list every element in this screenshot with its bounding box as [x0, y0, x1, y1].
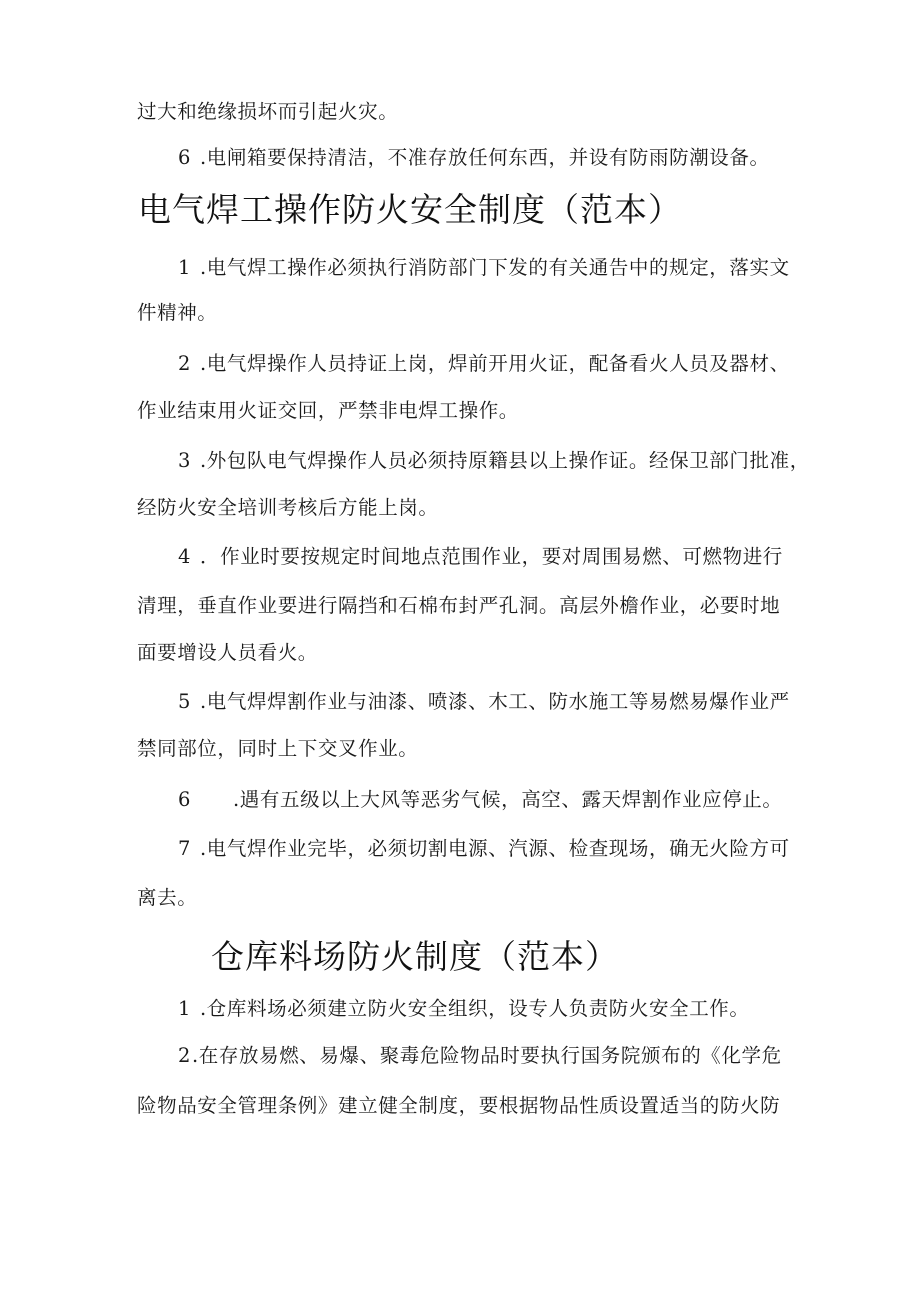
paragraph-line: 禁同部位，同时上下交叉作业。: [137, 737, 419, 760]
item-text: .电气焊工操作必须执行消防部门下发的有关通告中的规定，落实文: [200, 256, 790, 279]
item-number: 3: [178, 449, 192, 472]
item-text: .仓库料场必须建立防火安全组织，设专人负责防火安全工作。: [200, 997, 750, 1020]
item-text: .在存放易燃、易爆、聚毒危险物品时要执行国务院颁布的《化学危: [192, 1044, 782, 1067]
paragraph-line: 离去。: [137, 886, 198, 909]
section-title: 电气焊工操作防火安全制度（范本）: [138, 190, 682, 229]
paragraph-line: 险物品安全管理条例》建立健全制度，要根据物品性质设置适当的防火防: [137, 1094, 781, 1117]
paragraph-line: 面要增设人员看火。: [137, 641, 318, 664]
list-item: [178, 544, 783, 570]
item-text: .外包队电气焊操作人员必须持原籍县以上操作证。经保卫部门批准，: [200, 449, 810, 472]
list-item: [178, 689, 790, 715]
list-item: [178, 448, 810, 474]
item-number: 6: [178, 788, 192, 811]
item-text: .遇有五级以上大风等恶劣气候，高空、露天焊割作业应停止。: [233, 788, 783, 811]
item-number: 1: [178, 256, 192, 279]
item-number: 2: [178, 352, 192, 375]
item-number: 1: [178, 997, 192, 1020]
list-item: [178, 996, 750, 1022]
item-text: .电气焊操作人员持证上岗，焊前开用火证，配备看火人员及器材、: [200, 352, 790, 375]
item-text: .电气焊焊割作业与油漆、喷漆、木工、防水施工等易燃易爆作业严: [200, 690, 790, 713]
item-number: 4: [178, 545, 192, 568]
section-title: 仓库料场防火制度（范本）: [211, 937, 619, 976]
item-text: .电闸箱要保持清洁，不准存放任何东西，并设有防雨防潮设备。: [200, 146, 770, 169]
paragraph-line: 经防火安全培训考核后方能上岗。: [137, 496, 439, 519]
list-item: [178, 351, 790, 377]
list-item: [178, 145, 770, 171]
paragraph-line: 件精神。: [137, 301, 218, 324]
list-item: [178, 836, 790, 862]
item-number: 5: [178, 690, 192, 713]
item-text: .电气焊作业完毕，必须切割电源、汽源、检查现场，确无火险方可: [200, 837, 790, 860]
item-number: 2: [178, 1044, 192, 1067]
item-text: ．作业时要按规定时间地点范围作业，要对周围易燃、可燃物进行: [200, 545, 783, 568]
paragraph-line: 过大和绝缘损坏而引起火灾。: [137, 100, 399, 123]
paragraph-line: 清理，垂直作业要进行隔挡和石棉布封严孔洞。高层外檐作业，必要时地: [137, 594, 781, 617]
list-item: [178, 255, 790, 281]
paragraph-line: 作业结束用火证交回，严禁非电焊工操作。: [137, 399, 519, 422]
item-number: 7: [178, 837, 192, 860]
item-number: 6: [178, 146, 192, 169]
list-item: [178, 787, 783, 813]
list-item: [178, 1043, 782, 1069]
